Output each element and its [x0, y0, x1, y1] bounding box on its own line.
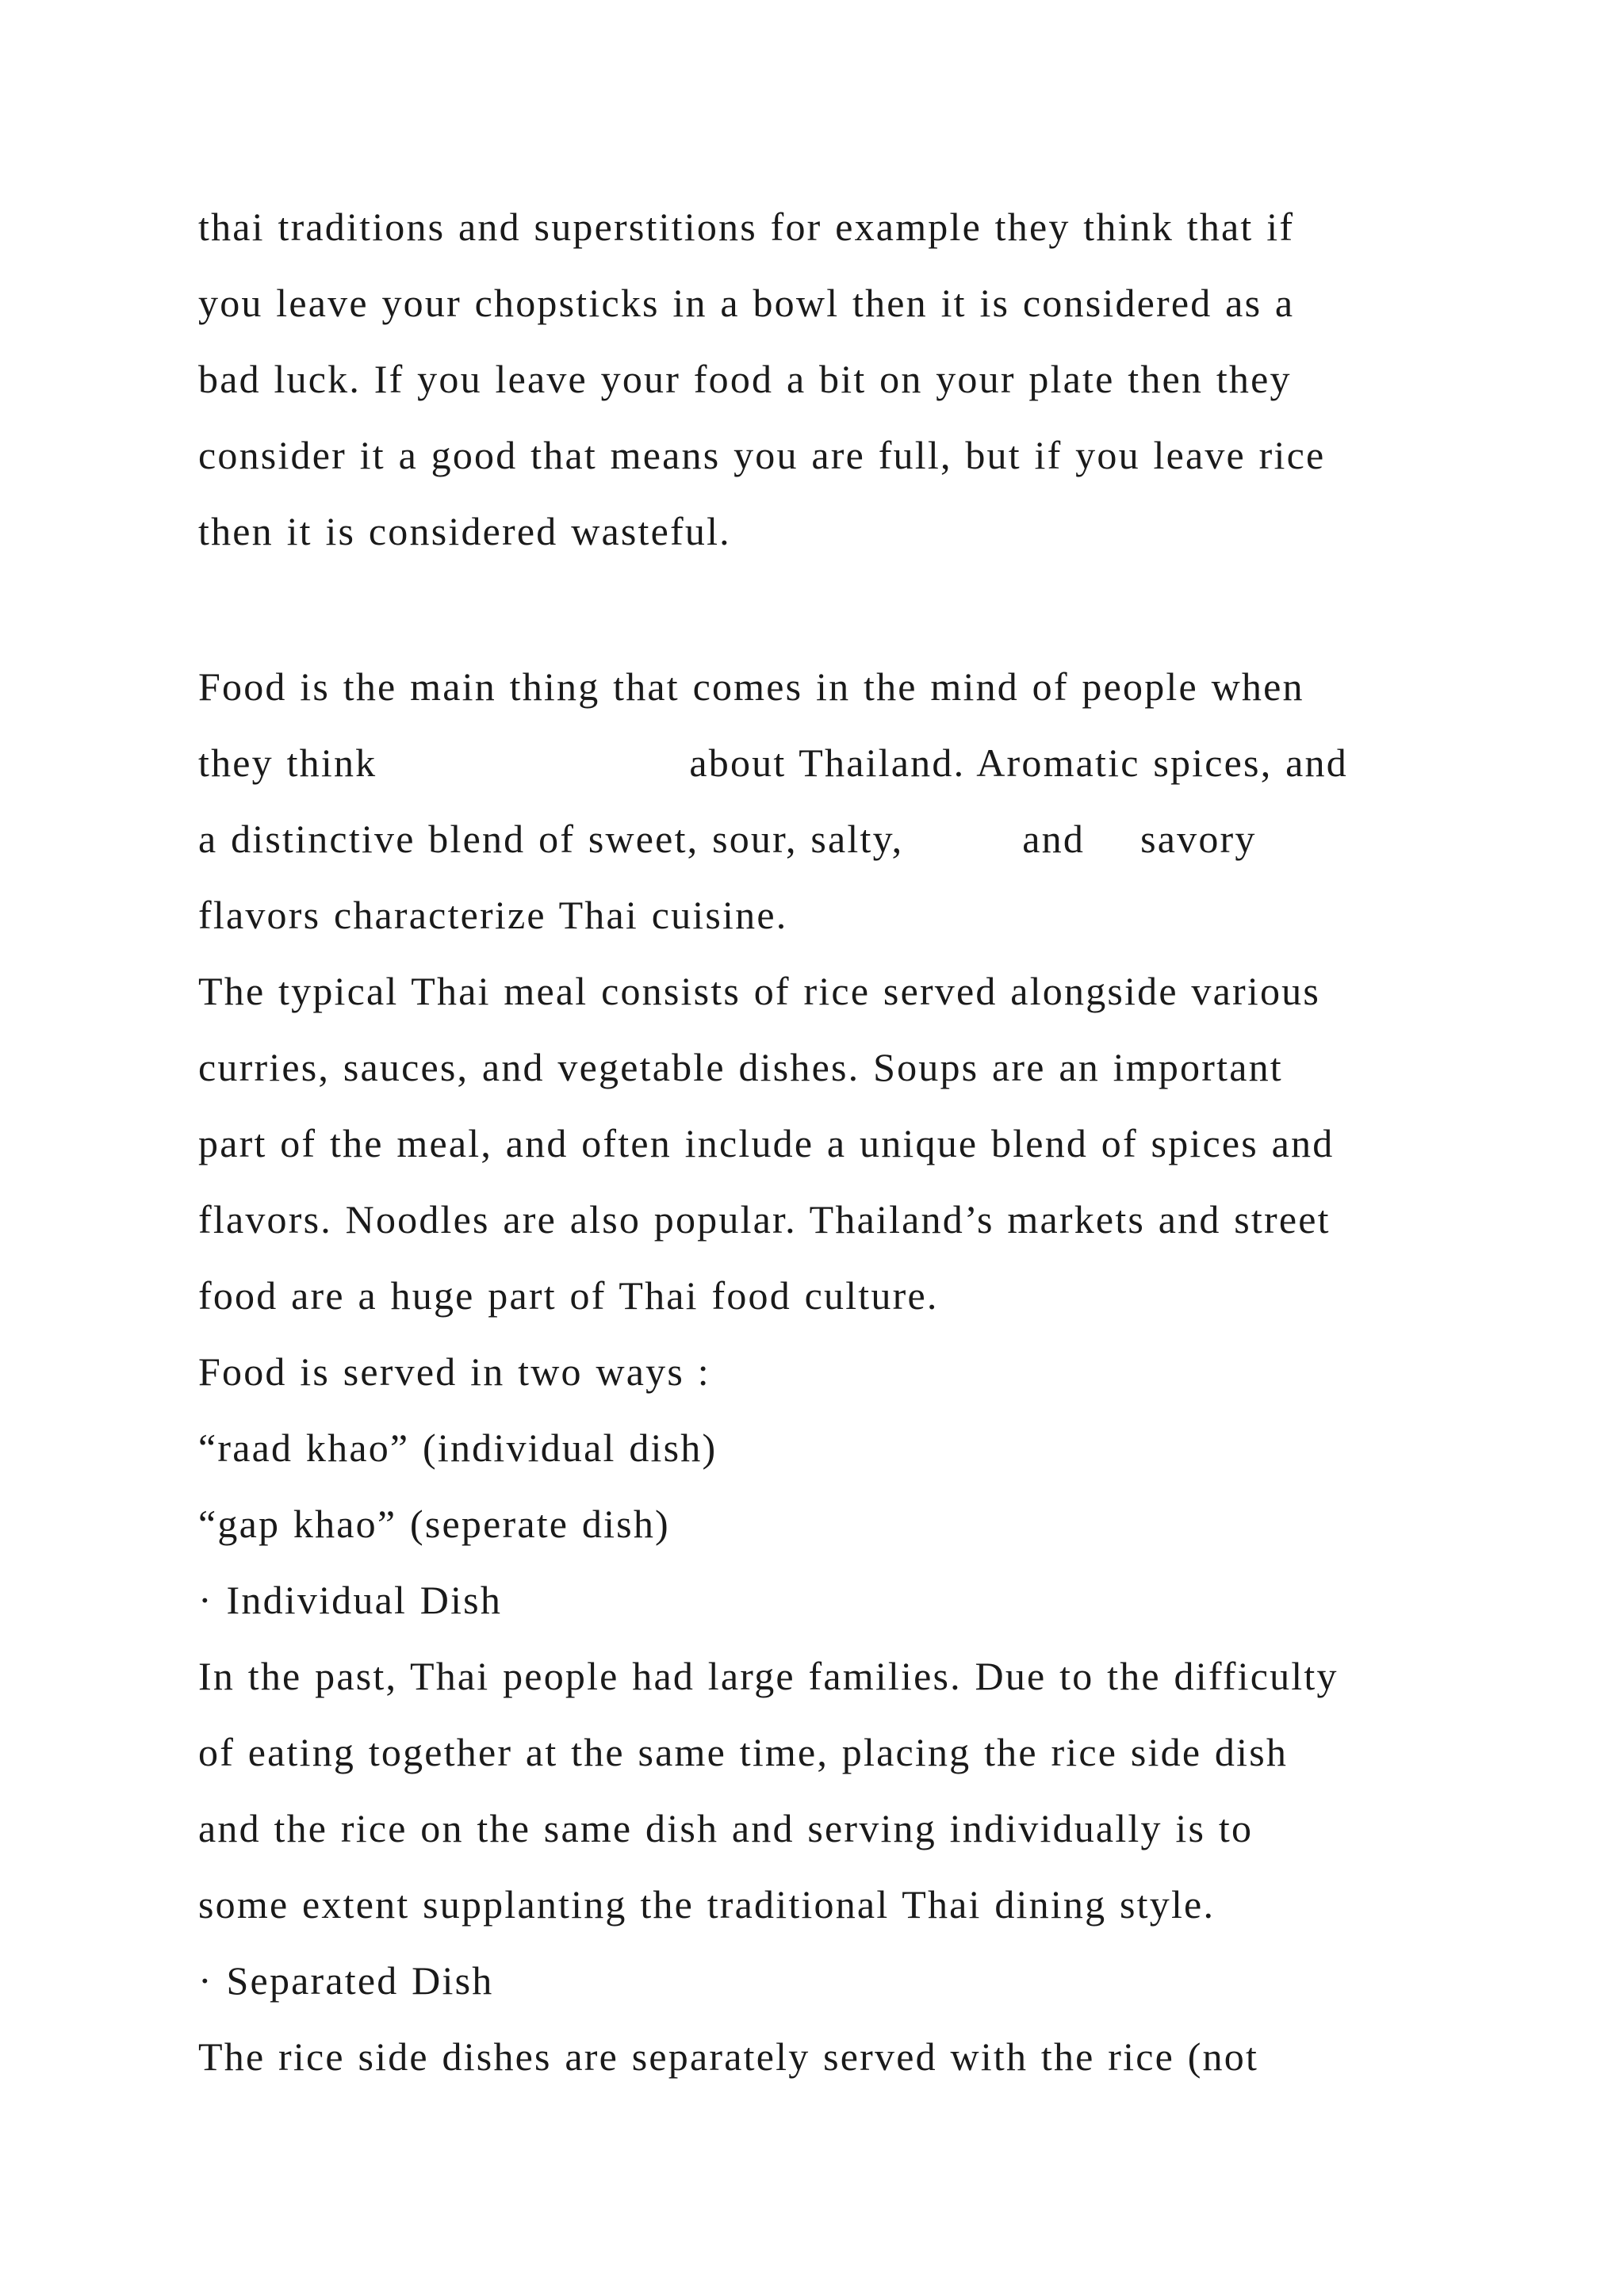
- spacer: [1085, 801, 1140, 877]
- text-line: Food is served in two ways :: [198, 1349, 710, 1394]
- text-line: The typical Thai meal consists of rice served alongside various: [198, 969, 1321, 1013]
- text-fragment: and: [1022, 817, 1086, 861]
- text-line: bad luck. If you leave your food a bit on your plate then they: [198, 357, 1292, 401]
- paragraph-gap: [198, 569, 1435, 649]
- text-line: of eating together at the same time, placing the rice side dish: [198, 1730, 1289, 1774]
- text-line: some extent supplanting the traditional Thai dining style.: [198, 1882, 1216, 1927]
- text-line: flavors. Noodles are also popular. Thailand’s markets and street: [198, 1197, 1331, 1242]
- text-fragment: a distinctive blend of sweet, sour, salty,: [198, 817, 904, 861]
- spacer: [903, 801, 1022, 877]
- text-line-spaced: [198, 801, 1435, 877]
- paragraph-superstitions: [198, 189, 1435, 569]
- text-line: you leave your chopsticks in a bowl then it is considered as a: [198, 281, 1295, 325]
- text-line: The rice side dishes are separately served with the rice (not: [198, 2034, 1259, 2079]
- text-line: part of the meal, and often include a unique blend of spices and: [198, 1121, 1335, 1165]
- paragraph-food-intro: [198, 649, 1435, 953]
- text-line: “raad khao” (individual dish): [198, 1425, 718, 1470]
- text-line: curries, sauces, and vegetable dishes. Soups are an important: [198, 1045, 1283, 1089]
- text-line: and the rice on the same dish and serving individually is to: [198, 1806, 1254, 1850]
- text-line-spaced: [198, 725, 1435, 801]
- bullet-heading-separated-dish: · Separated Dish: [198, 1958, 494, 2003]
- text-line: then it is considered wasteful.: [198, 509, 731, 553]
- text-line: Food is the main thing that comes in the mind of people when: [198, 664, 1304, 709]
- text-line: food are a huge part of Thai food culture.: [198, 1273, 939, 1318]
- bullet-heading-individual-dish: · Individual Dish: [198, 1578, 503, 1622]
- paragraph-thai-meal: [198, 953, 1435, 2095]
- spacer: [377, 725, 689, 801]
- text-line: “gap khao” (seperate dish): [198, 1502, 670, 1546]
- document-page: [198, 189, 1435, 2095]
- text-fragment: they think: [198, 740, 377, 785]
- text-line: In the past, Thai people had large families. Due to the difficulty: [198, 1654, 1339, 1698]
- text-line: flavors characterize Thai cuisine.: [198, 893, 788, 937]
- text-fragment: about Thailand. Aromatic spices, and: [689, 740, 1348, 785]
- text-fragment: savory: [1140, 817, 1257, 861]
- text-line: thai traditions and superstitions for example they think that if: [198, 205, 1295, 249]
- text-line: consider it a good that means you are full, but if you leave rice: [198, 433, 1326, 477]
